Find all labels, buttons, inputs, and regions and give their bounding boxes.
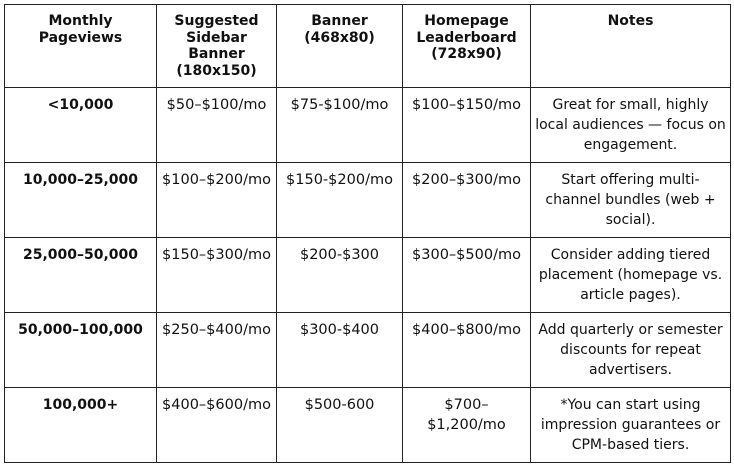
sidebar-price-cell: $400–$600/mo bbox=[157, 388, 277, 463]
sidebar-price-cell: $100–$200/mo bbox=[157, 163, 277, 238]
notes-cell: Add quarterly or semester discounts for repeat advertisers. bbox=[531, 313, 731, 388]
banner-price-cell: $300-$400 bbox=[277, 313, 403, 388]
notes-cell: *You can start using impression guarantees or CPM-based tiers. bbox=[531, 388, 731, 463]
header-row bbox=[5, 5, 731, 88]
ad-pricing-table bbox=[4, 4, 731, 463]
pageviews-cell: 25,000–50,000 bbox=[5, 238, 157, 313]
pageviews-cell: 50,000–100,000 bbox=[5, 313, 157, 388]
leaderboard-price-cell: $200–$300/mo bbox=[403, 163, 531, 238]
banner-price-cell: $500-600 bbox=[277, 388, 403, 463]
table-row bbox=[5, 238, 731, 313]
banner-price-cell: $200-$300 bbox=[277, 238, 403, 313]
leaderboard-price-cell: $700–$1,200/mo bbox=[403, 388, 531, 463]
sidebar-price-cell: $50–$100/mo bbox=[157, 88, 277, 163]
sidebar-price-cell: $250–$400/mo bbox=[157, 313, 277, 388]
pageviews-cell: <10,000 bbox=[5, 88, 157, 163]
notes-cell: Consider adding tiered placement (homepage vs. article pages). bbox=[531, 238, 731, 313]
pageviews-cell: 10,000–25,000 bbox=[5, 163, 157, 238]
banner-price-cell: $150-$200/mo bbox=[277, 163, 403, 238]
notes-cell: Start offering multi-channel bundles (web + social). bbox=[531, 163, 731, 238]
header-homepage-leaderboard: Homepage Leaderboard (728x90) bbox=[403, 5, 531, 88]
leaderboard-price-cell: $100–$150/mo bbox=[403, 88, 531, 163]
header-notes: Notes bbox=[531, 5, 731, 88]
table-row bbox=[5, 88, 731, 163]
notes-cell: Great for small, highly local audiences — focus on engagement. bbox=[531, 88, 731, 163]
header-banner: Banner (468x80) bbox=[277, 5, 403, 88]
banner-price-cell: $75-$100/mo bbox=[277, 88, 403, 163]
leaderboard-price-cell: $400–$800/mo bbox=[403, 313, 531, 388]
pageviews-cell: 100,000+ bbox=[5, 388, 157, 463]
table-row bbox=[5, 313, 731, 388]
header-sidebar-banner: Suggested Sidebar Banner (180x150) bbox=[157, 5, 277, 88]
sidebar-price-cell: $150–$300/mo bbox=[157, 238, 277, 313]
header-monthly-pageviews: Monthly Pageviews bbox=[5, 5, 157, 88]
leaderboard-price-cell: $300–$500/mo bbox=[403, 238, 531, 313]
table-row bbox=[5, 163, 731, 238]
table-row bbox=[5, 388, 731, 463]
